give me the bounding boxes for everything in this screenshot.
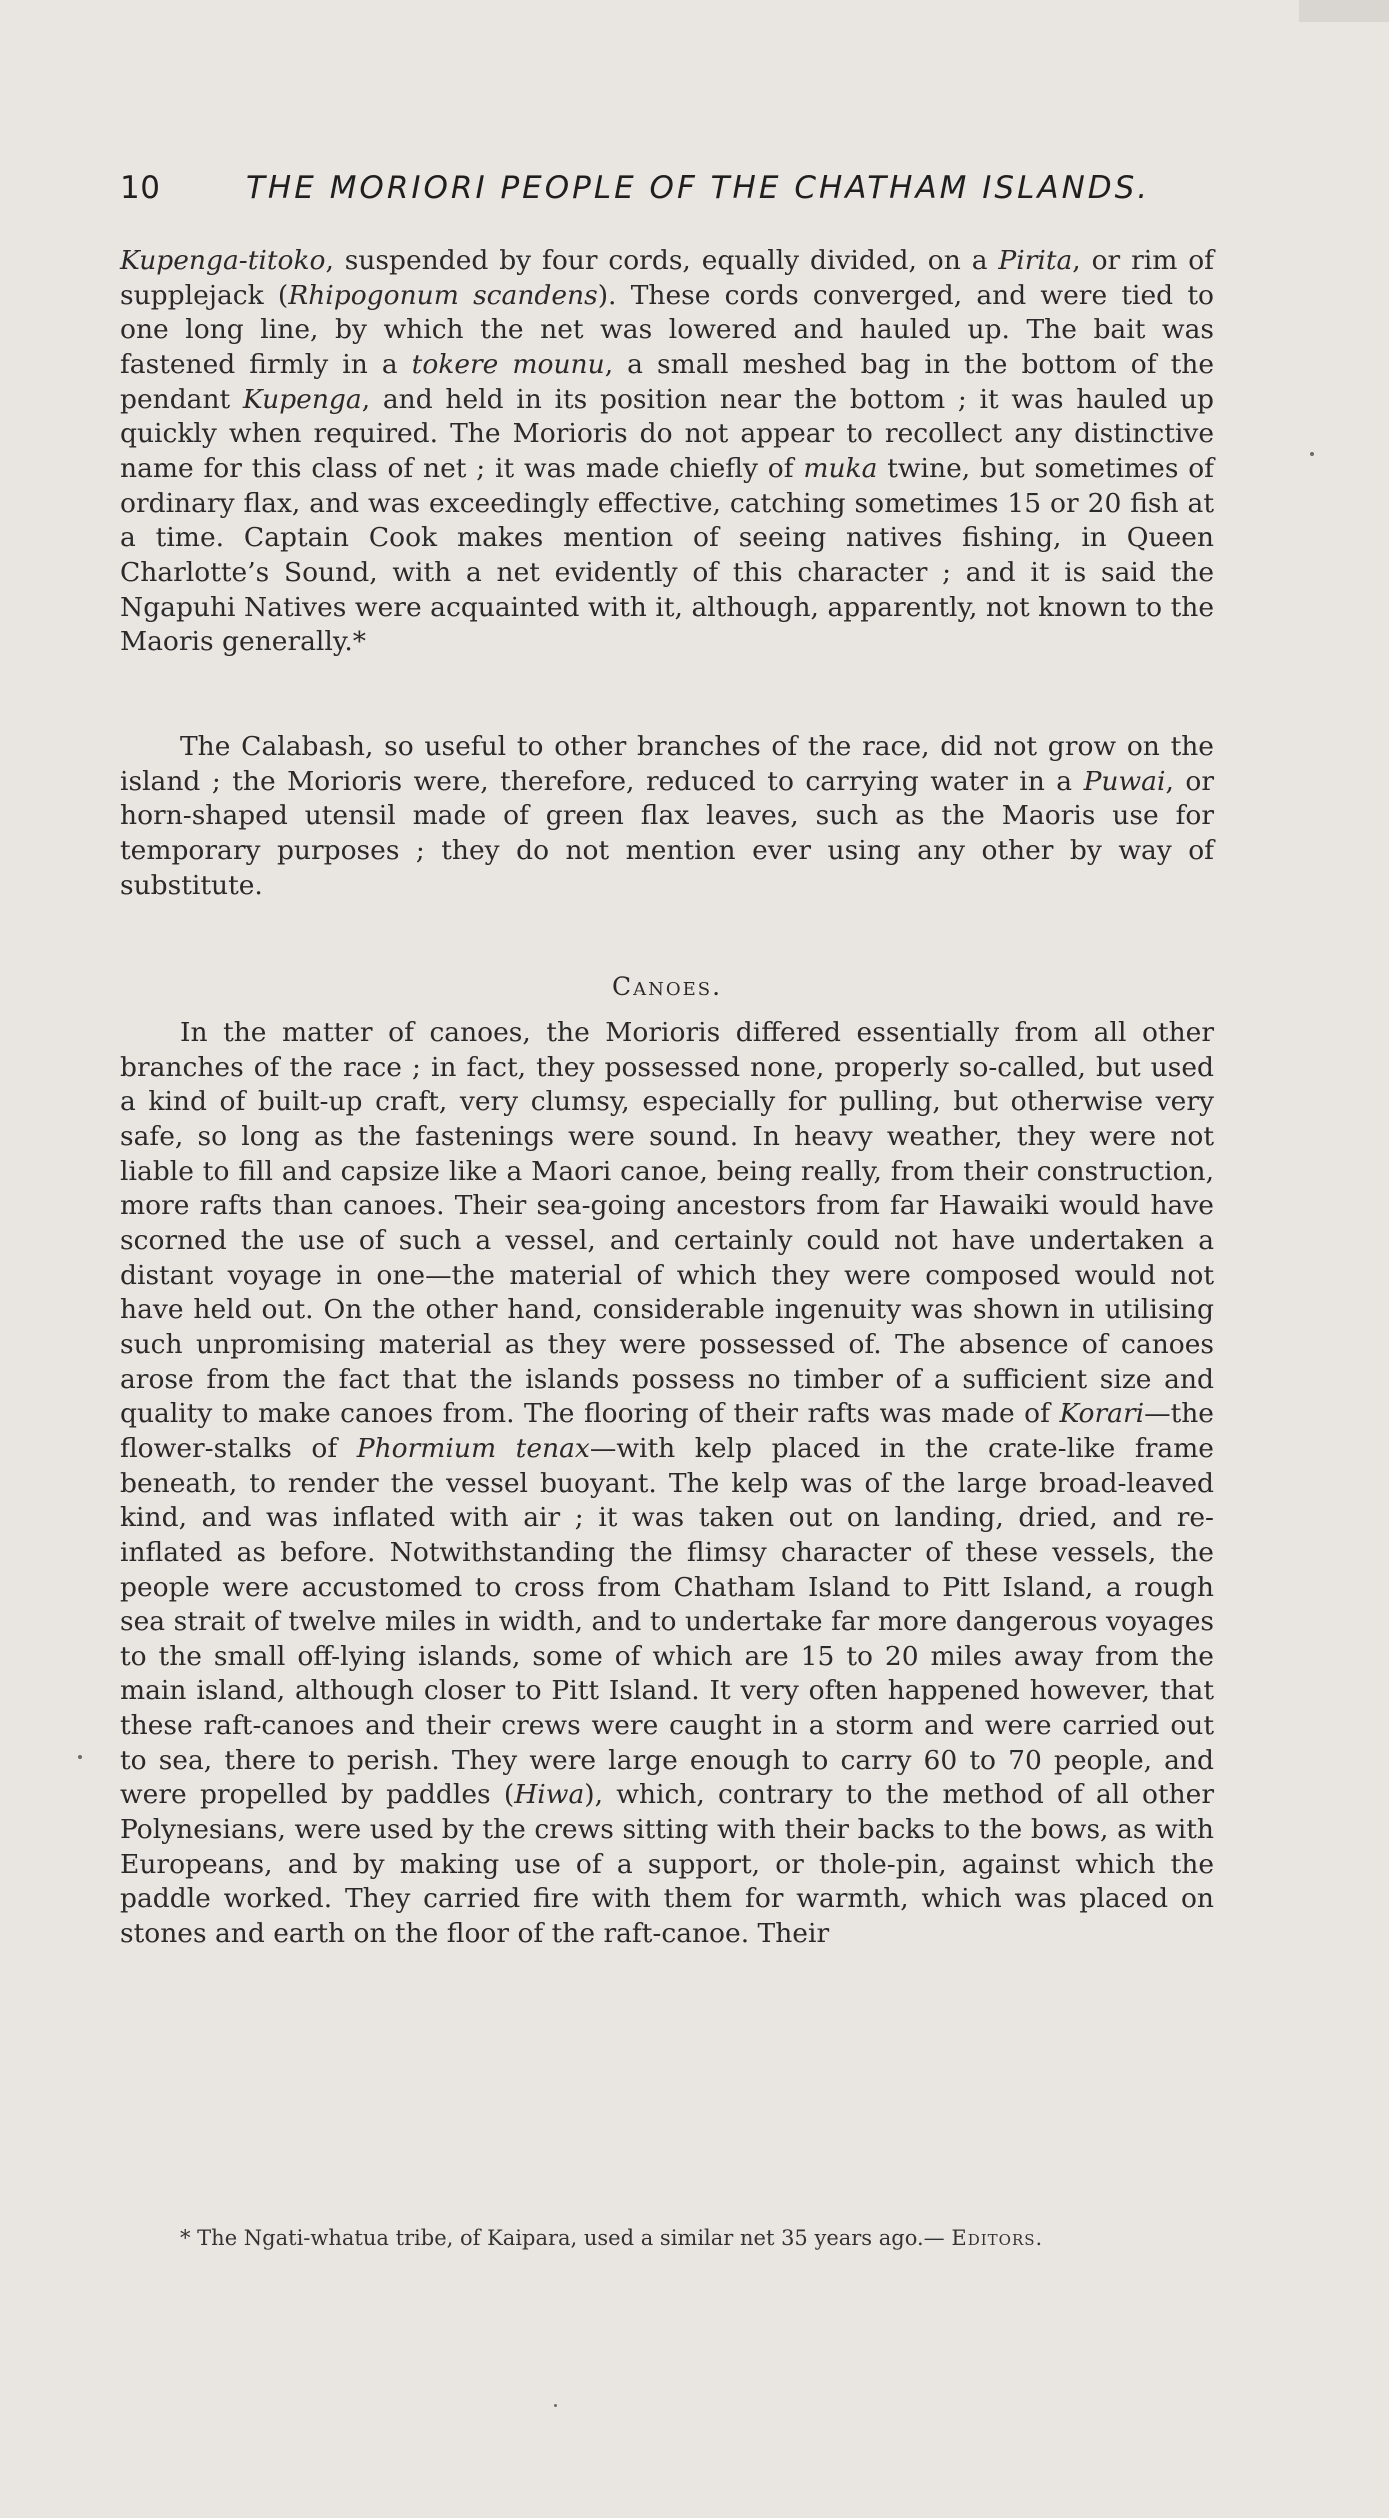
paragraph-text xyxy=(120,730,1214,903)
page-number: 10 xyxy=(120,170,161,206)
italic-term: Pirita xyxy=(998,245,1073,276)
text-run: , and held in its position near the bottom ; it was hauled up quickly when required. The Morioris do not appear to recollect any distinctive name for this class of net ; it was made chiefly of xyxy=(120,383,1214,484)
running-title: THE MORIORI PEOPLE OF THE CHATHAM ISLANDS. xyxy=(246,170,1151,206)
italic-term: Kupenga xyxy=(242,383,362,415)
italic-term: Puwai xyxy=(1083,765,1166,797)
paper-speck xyxy=(78,1755,82,1759)
text-run: In the matter of canoes, the Morioris differed essentially from all other branches of the race ; in fact, they possessed none, properly so-called, but used a kind of built-up craft, very clumsy, especially for pulling, but otherwise very safe, so long as the fastenings were sound. In heavy weather, they were not liable to fill and capsize like a Maori canoe, being really, from their construction, more rafts than canoes. Their sea-going ancestors from far Hawaiki would have scorned the use of such a vessel, and certainly could not have undertaken a distant voyage in one—the material of which they were composed would not have held out. On the other hand, considerable ingenuity was shown in utilising such unpromising material as they were possessed of. The absence of canoes arose from the fact that the islands possess no timber of a sufficient size and quality to make canoes from. The flooring of their rafts was made of xyxy=(120,1017,1214,1430)
italic-term: Hiwa xyxy=(514,1779,585,1811)
italic-term: Phormium tenax xyxy=(356,1432,590,1464)
running-header xyxy=(120,168,1240,212)
text-run: ). These cords converged, and were tied to one long line, by which the net was lowered and hauled up. The bait was fastened firmly in a xyxy=(120,279,1214,380)
italic-term: tokere mounu xyxy=(411,348,605,380)
text-run: The Calabash, so useful to other branches of the race, did not grow on the island ; the Morioris were, therefore, reduced to carrying water in a xyxy=(120,731,1214,797)
footnote xyxy=(120,2222,1214,2254)
text-run: , a small meshed bag in the bottom of the pendant xyxy=(120,348,1215,415)
text-run: , or horn-shaped utensil made of green flax leaves, such as the Maoris use for temporary purposes ; they do not mention ever using any other by way of substitute. xyxy=(120,765,1214,901)
paragraph-text xyxy=(120,1016,1214,1952)
footnote-text: * The Ngati-whatua tribe, of Kaipara, used a similar net 35 years ago.— xyxy=(180,2226,945,2250)
paper-speck xyxy=(1310,452,1314,456)
text-run: —with kelp placed in the crate-like frame beneath, to render the vessel buoyant. The kelp was of the large broad-leaved kind, and was inflated with air ; it was taken out on landing, dried, and re-inflated as before. Notwithstanding the flimsy character of these vessels, the people were accustomed to cross from Chatham Island to Pitt Island, a rough sea strait of twelve miles in width, and to undertake far more dangerous voyages to the small off-lying islands, some of which are 15 to 20 miles away from the main island, although closer to Pitt Island. It very often happened however, that these raft-canoes and their crews were caught in a storm and were carried out to sea, there to perish. They were large enough to carry 60 to 70 people, and were propelled by paddles ( xyxy=(120,1432,1214,1811)
paragraph-calabash xyxy=(120,730,1214,903)
paragraph-net-description xyxy=(120,244,1214,660)
italic-term: Kupenga-titoko xyxy=(120,245,326,276)
page-edge-shadow xyxy=(1299,0,1389,22)
paper-speck xyxy=(554,2404,557,2407)
text-run: twine, but sometimes of ordinary flax, and was exceedingly effective, catching sometimes 15 or 20 fish at a time. Captain Cook makes mention of seeing natives fishing, in Queen Charlotte’s Sound, with a net evidently of this character ; and it is said the Ngapuhi Natives were acquainted with it, although, apparently, not known to the Maoris generally.* xyxy=(120,452,1214,658)
italic-term: Rhipogonum scandens xyxy=(288,279,598,311)
text-run: , or rim of supplejack ( xyxy=(120,245,1214,311)
text-run: —the flower-stalks of xyxy=(120,1398,1214,1464)
text-run: , suspended by four cords, equally divided, on a xyxy=(325,245,999,276)
text-run: ), which, contrary to the method of all other Polynesians, were used by the crews sitting with their backs to the bows, as with Europeans, and by making use of a support, or thole-pin, against which the paddle worked. They carried fire with them for warmth, which was placed on stones and earth on the floor of the raft-canoe. Their xyxy=(120,1779,1214,1950)
footnote-editors: Editors. xyxy=(951,2226,1044,2250)
paragraph-text xyxy=(120,244,1214,660)
italic-term: muka xyxy=(803,452,878,484)
italic-term: Korari xyxy=(1059,1398,1145,1430)
paragraph-canoes xyxy=(120,1016,1214,1952)
section-heading-canoes: Canoes. xyxy=(611,972,723,1001)
